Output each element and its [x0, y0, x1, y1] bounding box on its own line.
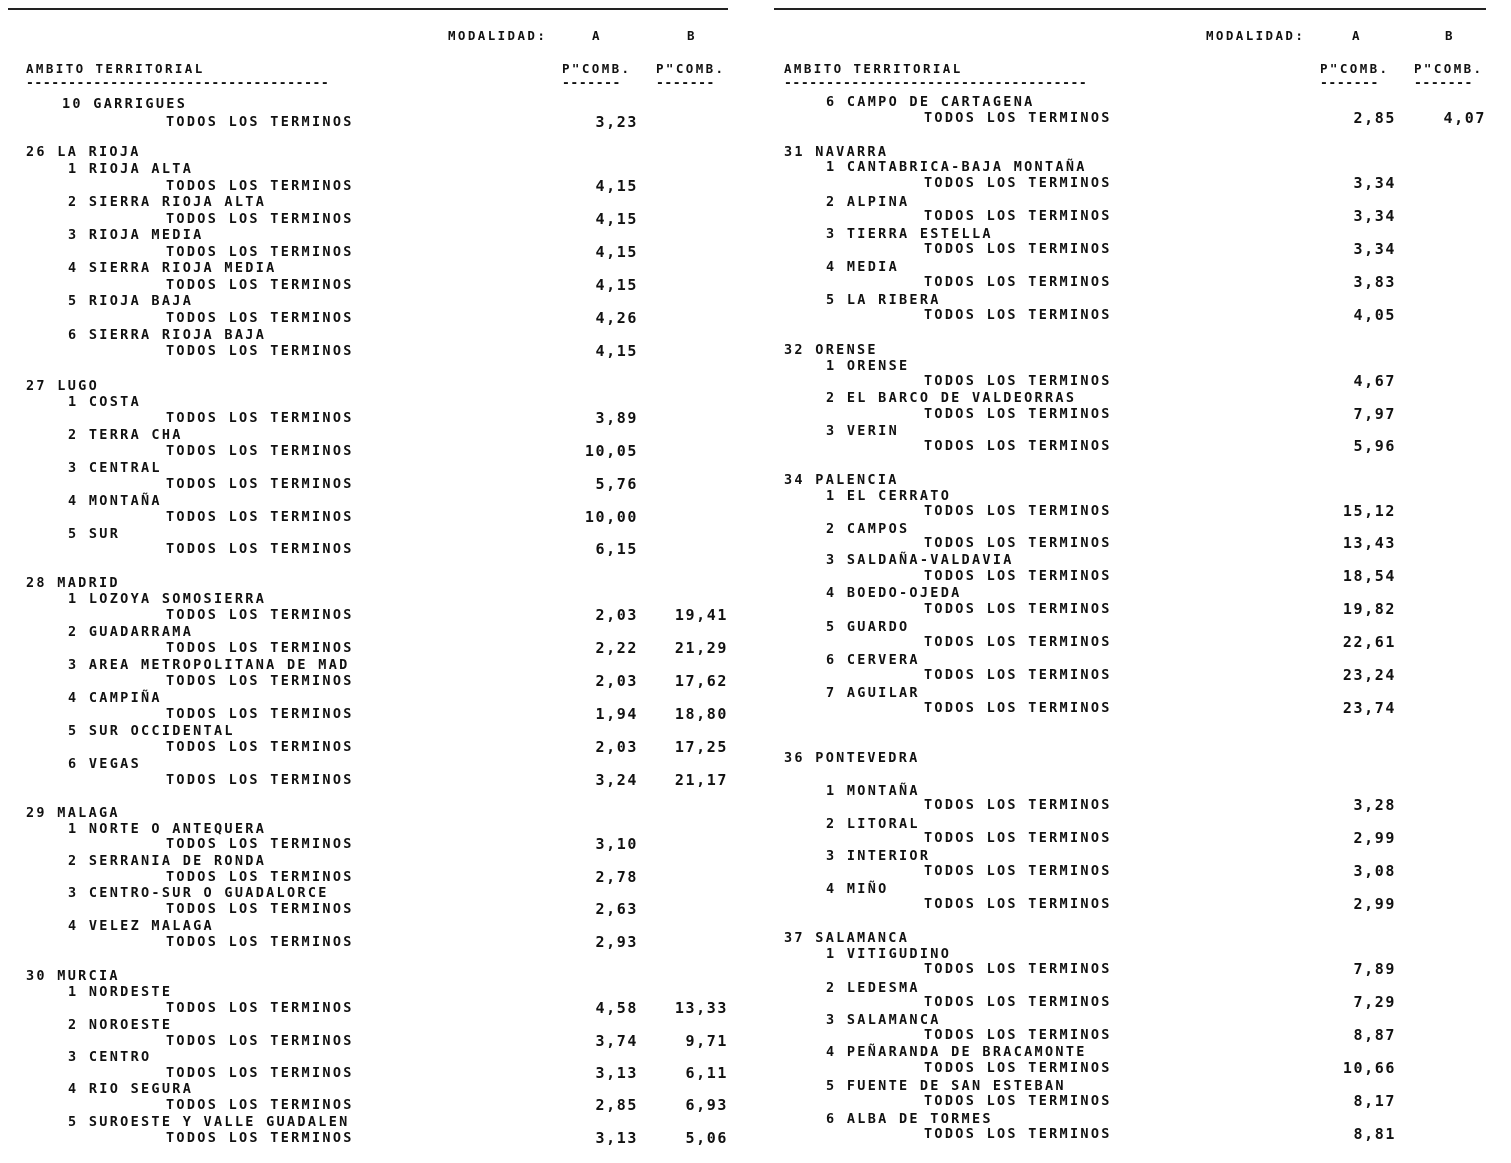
province-heading: 28 MADRID	[26, 575, 120, 591]
comarca-heading: 2 SIERRA RIOJA ALTA	[68, 194, 267, 210]
value-a: 23,74	[1342, 699, 1396, 717]
comarca-heading: 1 ORENSE	[826, 358, 910, 374]
value-a: 4,15	[595, 276, 638, 294]
terms-row: TODOS LOS TERMINOS	[166, 772, 354, 788]
value-a: 23,24	[1342, 666, 1396, 684]
value-a: 8,87	[1353, 1026, 1396, 1044]
terms-row: TODOS LOS TERMINOS	[924, 208, 1112, 224]
value-a: 18,54	[1342, 567, 1396, 585]
terms-row: TODOS LOS TERMINOS	[924, 1093, 1112, 1109]
comarca-heading: 6 CERVERA	[826, 652, 920, 668]
value-a: 4,15	[595, 210, 638, 228]
terms-row: TODOS LOS TERMINOS	[924, 241, 1112, 257]
pcomb-b-underline: -------	[656, 77, 715, 91]
terms-row: TODOS LOS TERMINOS	[924, 1126, 1112, 1142]
comarca-heading: 6 VEGAS	[68, 756, 141, 772]
comarca-heading: 7 AGUILAR	[826, 685, 920, 701]
value-a: 5,76	[595, 475, 638, 493]
value-b: 5,06	[685, 1129, 728, 1147]
value-a: 4,67	[1353, 372, 1396, 390]
terms-row: TODOS LOS TERMINOS	[166, 1000, 354, 1016]
terms-row: TODOS LOS TERMINOS	[924, 110, 1112, 126]
terms-row: TODOS LOS TERMINOS	[166, 244, 354, 260]
terms-row: TODOS LOS TERMINOS	[166, 836, 354, 852]
value-a: 2,22	[595, 639, 638, 657]
value-a: 2,93	[595, 933, 638, 951]
comarca-heading: 1 MONTAÑA	[826, 783, 920, 799]
col-b-header: B	[687, 28, 697, 43]
value-a: 2,85	[595, 1096, 638, 1114]
value-b: 21,29	[674, 639, 728, 657]
comarca-heading: 4 CAMPIÑA	[68, 690, 162, 706]
terms-row: TODOS LOS TERMINOS	[166, 607, 354, 623]
comarca-heading: 6 CAMPO DE CARTAGENA	[826, 94, 1035, 110]
value-a: 15,12	[1342, 502, 1396, 520]
comarca-heading: 6 ALBA DE TORMES	[826, 1111, 993, 1127]
terms-row: TODOS LOS TERMINOS	[924, 1060, 1112, 1076]
value-a: 3,23	[595, 113, 638, 131]
comarca-heading: 1 CANTABRICA-BAJA MONTAÑA	[826, 159, 1087, 175]
value-a: 2,85	[1353, 109, 1396, 127]
terms-row: TODOS LOS TERMINOS	[166, 476, 354, 492]
comarca-heading: 5 FUENTE DE SAN ESTEBAN	[826, 1078, 1066, 1094]
terms-row: TODOS LOS TERMINOS	[166, 1097, 354, 1113]
terms-row: TODOS LOS TERMINOS	[924, 373, 1112, 389]
comarca-heading: 5 LA RIBERA	[826, 292, 941, 308]
comarca-heading: 3 INTERIOR	[826, 848, 931, 864]
value-a: 3,10	[595, 835, 638, 853]
value-b: 21,17	[674, 771, 728, 789]
terms-row: TODOS LOS TERMINOS	[924, 274, 1112, 290]
ambito-underline: ------------------------------------	[26, 77, 330, 91]
value-b: 17,25	[674, 738, 728, 756]
right-column	[780, 0, 1492, 1163]
pcomb-b-header: P"COMB.	[1414, 61, 1484, 76]
comarca-heading: 4 MONTAÑA	[68, 493, 162, 509]
comarca-heading: 3 AREA METROPOLITANA DE MAD	[68, 657, 350, 673]
top-rule	[774, 8, 1486, 10]
province-heading: 30 MURCIA	[26, 968, 120, 984]
value-a: 2,78	[595, 868, 638, 886]
ambito-header: AMBITO TERRITORIAL	[784, 61, 963, 76]
province-heading: 36 PONTEVEDRA	[784, 750, 920, 766]
value-a: 2,99	[1353, 829, 1396, 847]
value-b: 6,11	[685, 1064, 728, 1082]
pcomb-b-underline: -------	[1414, 77, 1473, 91]
province-heading: 27 LUGO	[26, 378, 99, 394]
comarca-heading: 3 TIERRA ESTELLA	[826, 226, 993, 242]
col-a-header: A	[1352, 28, 1362, 43]
province-heading: 32 ORENSE	[784, 342, 878, 358]
value-a: 3,08	[1353, 862, 1396, 880]
terms-row: TODOS LOS TERMINOS	[166, 211, 354, 227]
comarca-heading: 5 RIOJA BAJA	[68, 293, 194, 309]
value-b: 9,71	[685, 1032, 728, 1050]
comarca-heading: 5 GUARDO	[826, 619, 910, 635]
terms-row: TODOS LOS TERMINOS	[166, 640, 354, 656]
terms-row: TODOS LOS TERMINOS	[166, 541, 354, 557]
value-a: 10,00	[584, 508, 638, 526]
terms-row: TODOS LOS TERMINOS	[166, 1065, 354, 1081]
col-b-header: B	[1445, 28, 1455, 43]
terms-row: TODOS LOS TERMINOS	[166, 114, 354, 130]
comarca-heading: 1 NORTE O ANTEQUERA	[68, 821, 267, 837]
comarca-heading: 2 LITORAL	[826, 816, 920, 832]
value-b: 13,33	[674, 999, 728, 1017]
value-a: 2,03	[595, 738, 638, 756]
modalidad-label: MODALIDAD:	[1206, 28, 1306, 43]
value-a: 3,24	[595, 771, 638, 789]
value-a: 1,94	[595, 705, 638, 723]
terms-row: TODOS LOS TERMINOS	[166, 310, 354, 326]
value-a: 4,15	[595, 243, 638, 261]
value-a: 7,89	[1353, 960, 1396, 978]
terms-row: TODOS LOS TERMINOS	[166, 509, 354, 525]
province-heading: 31 NAVARRA	[784, 144, 889, 160]
value-a: 5,96	[1353, 437, 1396, 455]
terms-row: TODOS LOS TERMINOS	[924, 994, 1112, 1010]
comarca-heading: 1 LOZOYA SOMOSIERRA	[68, 591, 267, 607]
value-a: 2,03	[595, 606, 638, 624]
pcomb-a-header: P"COMB.	[562, 61, 632, 76]
terms-row: TODOS LOS TERMINOS	[166, 901, 354, 917]
value-a: 8,17	[1353, 1092, 1396, 1110]
comarca-heading: 2 CAMPOS	[826, 521, 910, 537]
terms-row: TODOS LOS TERMINOS	[166, 934, 354, 950]
terms-row: TODOS LOS TERMINOS	[924, 438, 1112, 454]
value-a: 7,29	[1353, 993, 1396, 1011]
terms-row: TODOS LOS TERMINOS	[924, 700, 1112, 716]
terms-row: TODOS LOS TERMINOS	[166, 410, 354, 426]
value-a: 6,15	[595, 540, 638, 558]
province-heading: 34 PALENCIA	[784, 472, 899, 488]
comarca-heading: 2 LEDESMA	[826, 980, 920, 996]
comarca-heading: 5 SUROESTE Y VALLE GUADALEN	[68, 1114, 350, 1130]
terms-row: TODOS LOS TERMINOS	[924, 406, 1112, 422]
comarca-heading: 4 BOEDO-OJEDA	[826, 585, 962, 601]
value-a: 7,97	[1353, 405, 1396, 423]
comarca-heading: 4 SIERRA RIOJA MEDIA	[68, 260, 277, 276]
province-heading: 26 LA RIOJA	[26, 144, 141, 160]
comarca-heading: 1 NORDESTE	[68, 984, 173, 1000]
province-heading: 29 MALAGA	[26, 805, 120, 821]
comarca-heading: 4 PEÑARANDA DE BRACAMONTE	[826, 1044, 1087, 1060]
comarca-heading: 4 MIÑO	[826, 881, 889, 897]
comarca-heading: 1 RIOJA ALTA	[68, 161, 194, 177]
terms-row: TODOS LOS TERMINOS	[924, 634, 1112, 650]
terms-row: TODOS LOS TERMINOS	[166, 1033, 354, 1049]
terms-row: TODOS LOS TERMINOS	[166, 443, 354, 459]
terms-row: TODOS LOS TERMINOS	[166, 343, 354, 359]
pcomb-a-header: P"COMB.	[1320, 61, 1390, 76]
value-a: 22,61	[1342, 633, 1396, 651]
value-a: 3,34	[1353, 174, 1396, 192]
terms-row: TODOS LOS TERMINOS	[924, 1027, 1112, 1043]
value-a: 13,43	[1342, 534, 1396, 552]
value-a: 10,66	[1342, 1059, 1396, 1077]
terms-row: TODOS LOS TERMINOS	[166, 1130, 354, 1146]
value-a: 2,63	[595, 900, 638, 918]
value-b: 17,62	[674, 672, 728, 690]
ambito-underline: ------------------------------------	[784, 77, 1088, 91]
value-a: 4,58	[595, 999, 638, 1017]
comarca-heading: 2 SERRANIA DE RONDA	[68, 853, 267, 869]
comarca-heading: 5 SUR OCCIDENTAL	[68, 723, 235, 739]
comarca-heading: 4 MEDIA	[826, 259, 899, 275]
comarca-heading: 4 VELEZ MALAGA	[68, 918, 214, 934]
value-a: 2,03	[595, 672, 638, 690]
terms-row: TODOS LOS TERMINOS	[924, 535, 1112, 551]
value-a: 10,05	[584, 442, 638, 460]
comarca-heading: 1 EL CERRATO	[826, 488, 952, 504]
comarca-heading: 2 TERRA CHA	[68, 427, 183, 443]
terms-row: TODOS LOS TERMINOS	[166, 178, 354, 194]
comarca-heading: 2 EL BARCO DE VALDEORRAS	[826, 390, 1077, 406]
value-a: 2,99	[1353, 895, 1396, 913]
terms-row: TODOS LOS TERMINOS	[166, 706, 354, 722]
value-a: 3,28	[1353, 796, 1396, 814]
comarca-heading: 2 GUADARRAMA	[68, 624, 194, 640]
terms-row: TODOS LOS TERMINOS	[924, 503, 1112, 519]
value-a: 4,15	[595, 342, 638, 360]
terms-row: TODOS LOS TERMINOS	[924, 961, 1112, 977]
value-a: 3,83	[1353, 273, 1396, 291]
value-b: 19,41	[674, 606, 728, 624]
value-a: 3,13	[595, 1064, 638, 1082]
comarca-heading: 3 VERIN	[826, 423, 899, 439]
col-a-header: A	[592, 28, 602, 43]
pcomb-a-underline: -------	[562, 77, 621, 91]
terms-row: TODOS LOS TERMINOS	[924, 797, 1112, 813]
modalidad-label: MODALIDAD:	[448, 28, 548, 43]
value-a: 3,74	[595, 1032, 638, 1050]
value-b: 6,93	[685, 1096, 728, 1114]
value-a: 3,89	[595, 409, 638, 427]
comarca-heading: 6 SIERRA RIOJA BAJA	[68, 327, 267, 343]
value-a: 4,05	[1353, 306, 1396, 324]
terms-row: TODOS LOS TERMINOS	[924, 568, 1112, 584]
comarca-heading: 4 RIO SEGURA	[68, 1081, 194, 1097]
comarca-heading: 3 CENTRAL	[68, 460, 162, 476]
ambito-header: AMBITO TERRITORIAL	[26, 61, 205, 76]
value-a: 3,34	[1353, 240, 1396, 258]
value-b: 4,07	[1443, 109, 1486, 127]
value-a: 8,81	[1353, 1125, 1396, 1143]
comarca-heading: 2 NOROESTE	[68, 1017, 173, 1033]
terms-row: TODOS LOS TERMINOS	[924, 601, 1112, 617]
province-heading: 37 SALAMANCA	[784, 930, 910, 946]
comarca-heading: 3 CENTRO-SUR O GUADALORCE	[68, 885, 329, 901]
comarca-heading: 3 RIOJA MEDIA	[68, 227, 204, 243]
terms-row: TODOS LOS TERMINOS	[166, 673, 354, 689]
terms-row: TODOS LOS TERMINOS	[166, 869, 354, 885]
value-a: 3,34	[1353, 207, 1396, 225]
terms-row: TODOS LOS TERMINOS	[166, 739, 354, 755]
comarca-heading: 3 SALDAÑA-VALDAVIA	[826, 552, 1014, 568]
terms-row: TODOS LOS TERMINOS	[924, 307, 1112, 323]
comarca-heading: 2 ALPINA	[826, 194, 910, 210]
pcomb-b-header: P"COMB.	[656, 61, 726, 76]
comarca-heading: 1 COSTA	[68, 394, 141, 410]
value-a: 3,13	[595, 1129, 638, 1147]
left-column	[22, 0, 734, 1163]
terms-row: TODOS LOS TERMINOS	[924, 830, 1112, 846]
terms-row: TODOS LOS TERMINOS	[924, 863, 1112, 879]
terms-row: TODOS LOS TERMINOS	[924, 667, 1112, 683]
terms-row: TODOS LOS TERMINOS	[166, 277, 354, 293]
terms-row: TODOS LOS TERMINOS	[924, 896, 1112, 912]
value-b: 18,80	[674, 705, 728, 723]
comarca-heading: 3 CENTRO	[68, 1049, 152, 1065]
value-a: 4,26	[595, 309, 638, 327]
top-rule	[8, 8, 728, 10]
value-a: 4,15	[595, 177, 638, 195]
value-a: 19,82	[1342, 600, 1396, 618]
comarca-heading: 10 GARRIGUES	[62, 96, 188, 112]
terms-row: TODOS LOS TERMINOS	[924, 175, 1112, 191]
pcomb-a-underline: -------	[1320, 77, 1379, 91]
comarca-heading: 1 VITIGUDINO	[826, 946, 952, 962]
comarca-heading: 3 SALAMANCA	[826, 1012, 941, 1028]
comarca-heading: 5 SUR	[68, 526, 121, 542]
